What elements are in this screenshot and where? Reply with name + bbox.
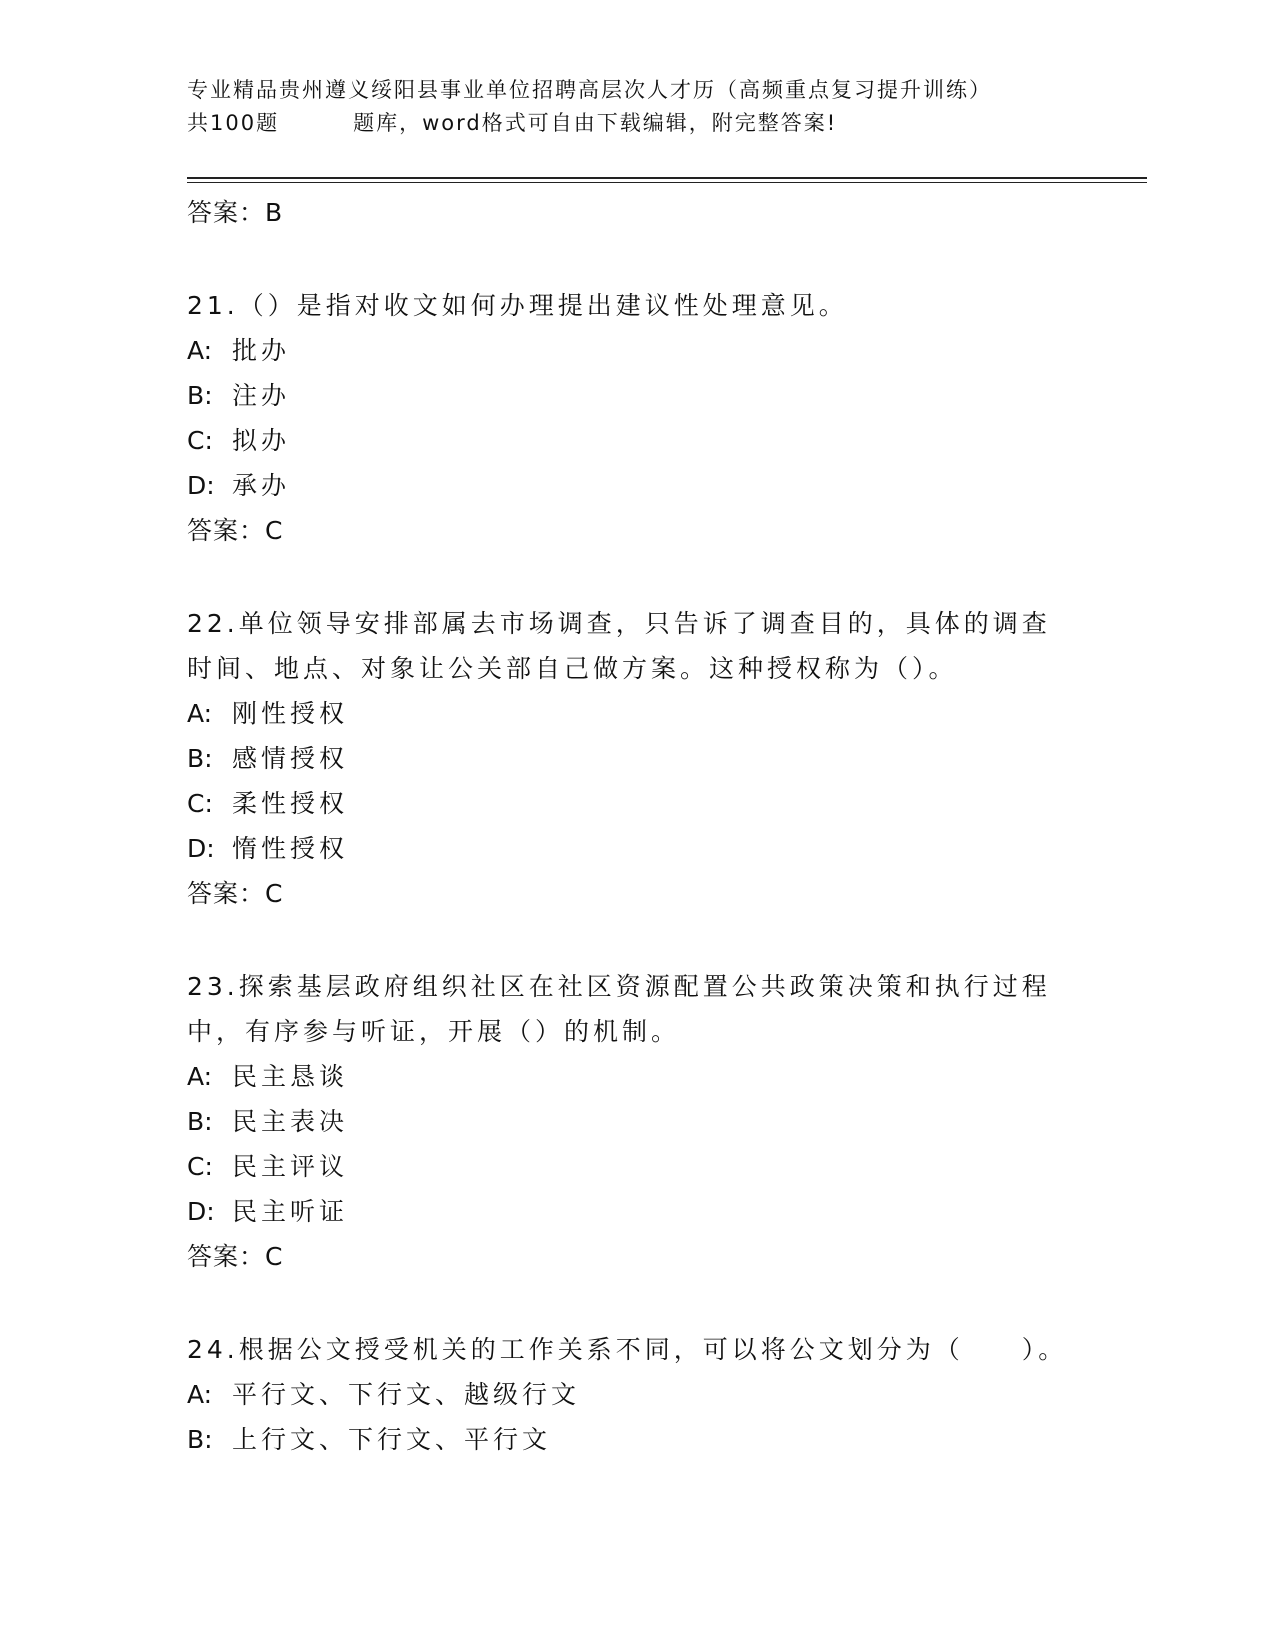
option-b [187,1099,1077,1144]
option-d [187,1189,1077,1234]
option-letter: C: [187,789,213,818]
option-text: 刚性授权 [232,699,349,728]
option-letter: A: [187,699,213,728]
question-text: 22.单位领导安排部属去市场调查，只告诉了调查目的，具体的调查时间、地点、对象让公关部自己做方案。这种授权称为（）。 [187,609,1051,683]
option-text: 承办 [232,471,291,500]
option-letter: C: [187,1152,213,1181]
question-list [187,190,1077,1462]
option-text: 拟办 [232,426,291,455]
option-letter: B: [187,1107,213,1136]
option-text: 民主听证 [232,1197,349,1226]
option-d [187,826,1077,871]
option-a [187,1054,1077,1099]
document-description: 题库，word格式可自由下载编辑，附完整答案! [353,111,838,135]
option-letter: B: [187,1425,213,1454]
option-text: 柔性授权 [232,789,349,818]
question-text: 24.根据公文授受机关的工作关系不同，可以将公文划分为（ ）。 [187,1335,1068,1364]
option-c [187,781,1077,826]
option-letter: D: [187,834,215,863]
question-22 [187,601,1077,917]
option-c [187,418,1077,463]
option-letter: C: [187,426,213,455]
question-text: 21.（）是指对收文如何办理提出建议性处理意见。 [187,291,848,320]
option-b [187,736,1077,781]
option-letter: D: [187,1197,215,1226]
option-b [187,1417,1077,1462]
option-letter: A: [187,1062,213,1091]
option-text: 注办 [232,381,291,410]
option-text: 感情授权 [232,744,349,773]
option-letter: A: [187,1380,213,1409]
answer-line: 答案：C [187,879,284,908]
question-21 [187,283,1077,554]
document-header [187,74,1147,140]
option-text: 上行文、下行文、平行文 [232,1425,552,1454]
option-text: 民主评议 [232,1152,349,1181]
answer-line: 答案：C [187,516,284,545]
question-23 [187,964,1077,1280]
option-text: 平行文、下行文、越级行文 [232,1380,581,1409]
option-text: 惰性授权 [232,834,349,863]
option-b [187,373,1077,418]
option-text: 民主恳谈 [232,1062,349,1091]
option-d [187,463,1077,508]
option-letter: B: [187,744,213,773]
header-divider-thin [187,182,1147,183]
option-letter: D: [187,471,215,500]
header-divider-thick [187,177,1147,179]
question-count: 共100题 [187,111,280,135]
answer-line: 答案：C [187,1242,284,1271]
question-text: 23.探索基层政府组织社区在社区资源配置公共政策决策和执行过程中，有序参与听证，开展（）的机制。 [187,972,1051,1046]
option-a [187,328,1077,373]
previous-answer: 答案：B [187,198,284,227]
document-title: 专业精品贵州遵义绥阳县事业单位招聘高层次人才历（高频重点复习提升训练） [187,78,992,102]
document-subtitle [187,107,1147,140]
option-c [187,1144,1077,1189]
question-24 [187,1327,1077,1462]
option-text: 民主表决 [232,1107,349,1136]
option-letter: B: [187,381,213,410]
option-text: 批办 [232,336,291,365]
option-letter: A: [187,336,213,365]
option-a [187,1372,1077,1417]
option-a [187,691,1077,736]
